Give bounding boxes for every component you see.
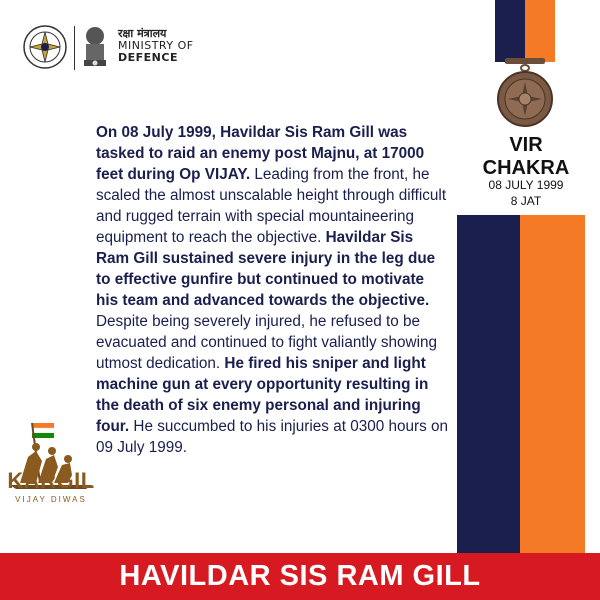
ashoka-emblem-icon (80, 24, 110, 78)
award-title (470, 134, 582, 180)
citation-bold-1: On 08 July 1999, Havildar Sis Ram Gill was tasked to raid an enemy post Majnu, at 17000 feet during Op VIJAY. (96, 124, 425, 183)
award-unit: 8 JAT (510, 193, 542, 208)
ministry-title (118, 28, 194, 64)
kargil-logo-title: KARGIL (7, 468, 95, 493)
award-title-line1: VIR (509, 134, 543, 156)
award-title-line2: CHAKRA (482, 157, 570, 179)
ribbon-stripe-orange (520, 215, 585, 553)
ribbon-navy-half (495, 0, 525, 62)
ministry-label-line3: DEFENCE (118, 51, 178, 65)
ministry-logo-bar (22, 24, 222, 80)
citation-text-1: Leading from the front, he scaled the almost unscalable height through difficult and rugged terrain with special mountaineering equipment to reach the objective. (96, 166, 447, 246)
award-details (470, 178, 582, 209)
citation-text-2: Despite being severely injured, he refused to be evacuated and continued to fight valiantly showing utmost dedication. (96, 313, 438, 372)
citation-text (96, 122, 448, 458)
honoree-name: HAVILDAR SIS RAM GILL (119, 560, 481, 592)
tri-services-emblem-icon (22, 24, 68, 70)
medal-ribbon (495, 0, 555, 62)
logo-divider (74, 26, 75, 70)
vir-chakra-medal-icon (496, 70, 554, 128)
award-date: 08 JULY 1999 (488, 178, 564, 192)
ribbon-orange-half (525, 0, 555, 62)
kargil-logo-subtitle: VIJAY DIWAS (15, 495, 87, 504)
citation-bold-3: He fired his sniper and light machine gun at every opportunity resulting in the death of six enemy personal and injuring four. (96, 355, 429, 435)
name-banner (0, 553, 600, 600)
citation-text-3: He succumbed to his injuries at 0300 hours on 09 July 1999. (96, 418, 449, 456)
ministry-label-line2: MINISTRY OF (118, 39, 194, 53)
ministry-hindi-label: रक्षा मंत्रालय (118, 27, 167, 40)
citation-bold-2: Havildar Sis Ram Gill sustained severe injury in the leg due to effective gunfire but continued to motivate his team and advanced towards the objective. (96, 229, 436, 309)
ribbon-stripe-navy (457, 215, 520, 553)
